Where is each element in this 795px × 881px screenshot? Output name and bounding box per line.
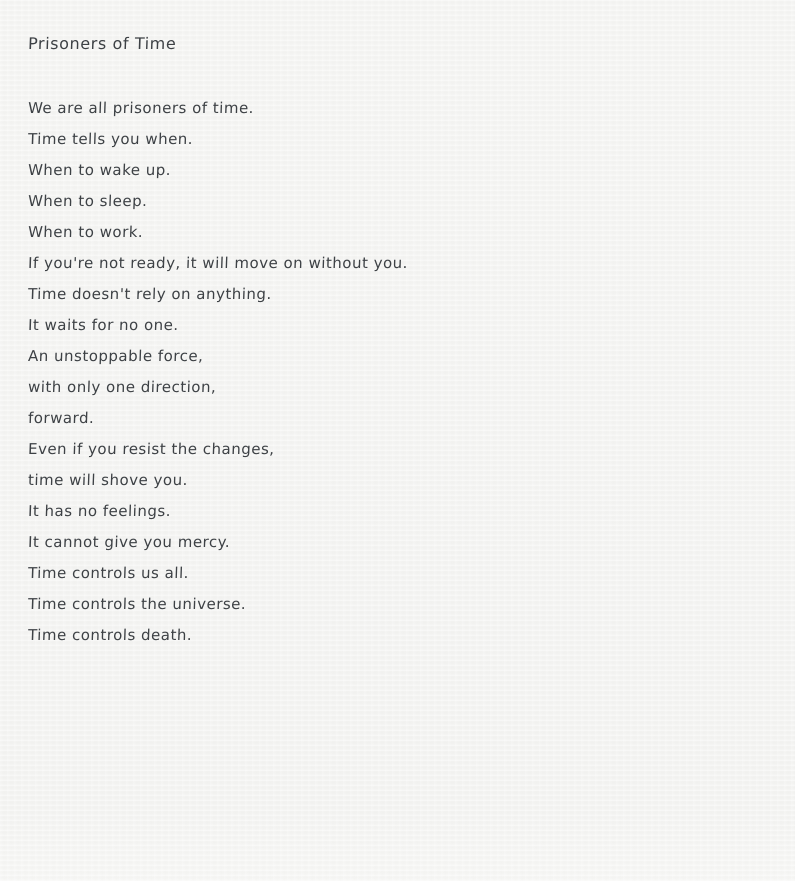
poem-line: Even if you resist the changes, bbox=[27, 440, 275, 458]
poem-body bbox=[28, 93, 755, 651]
poem-line: When to work. bbox=[27, 223, 144, 241]
poem-line: If you're not ready, it will move on without you. bbox=[27, 254, 409, 272]
poem-line: An unstoppable force, bbox=[27, 347, 204, 365]
poem-title: Prisoners of Time bbox=[27, 34, 177, 53]
poem-line: When to sleep. bbox=[27, 192, 148, 210]
poem-line: Time doesn't rely on anything. bbox=[27, 285, 273, 303]
poem-line: We are all prisoners of time. bbox=[27, 99, 255, 117]
poem-line: When to wake up. bbox=[27, 161, 172, 179]
poem-line: It waits for no one. bbox=[27, 316, 180, 334]
poem-line: forward. bbox=[27, 409, 95, 427]
poem-line: with only one direction, bbox=[27, 378, 217, 396]
poem-line: Time tells you when. bbox=[27, 130, 194, 148]
poem-line: Time controls the universe. bbox=[27, 595, 247, 613]
poem-line: Time controls us all. bbox=[27, 564, 190, 582]
poem-line: time will shove you. bbox=[27, 471, 189, 489]
poem-line: It has no feelings. bbox=[27, 502, 172, 520]
poem-line: Time controls death. bbox=[27, 626, 193, 644]
poem-line: It cannot give you mercy. bbox=[27, 533, 231, 551]
